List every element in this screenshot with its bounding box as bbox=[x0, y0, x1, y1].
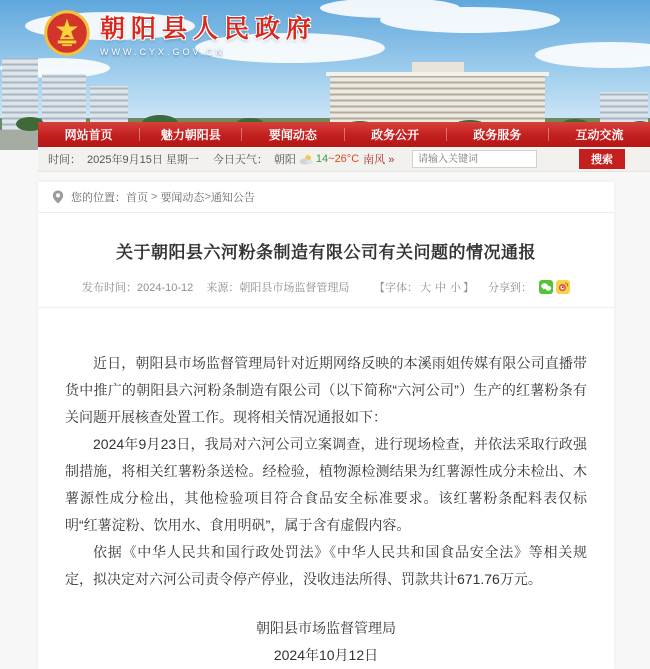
article-paragraph: 依据《中华人民共和国行政处罚法》《中华人民共和国食品安全法》等相关规定，拟决定对六河公司责令停产停业，没收违法所得、罚款共计671.76万元。 bbox=[65, 544, 587, 587]
search-button[interactable]: 搜索 bbox=[579, 149, 625, 169]
share-label: 分享到： bbox=[488, 282, 532, 294]
breadcrumb-section[interactable]: 要闻动态 bbox=[160, 192, 205, 204]
breadcrumb-label: 您的位置： bbox=[71, 192, 126, 204]
site-logo[interactable] bbox=[44, 9, 317, 57]
weather-label: 今日天气： bbox=[212, 154, 268, 166]
signature-date: 2024年10月12日 bbox=[273, 647, 379, 663]
wechat-share-icon[interactable] bbox=[539, 280, 553, 294]
meta-right bbox=[374, 279, 570, 295]
current-date: 2025年9月15日 星期一 bbox=[87, 154, 199, 166]
breadcrumb-separator: > bbox=[204, 191, 211, 203]
sun-cloud-icon bbox=[299, 154, 313, 165]
weibo-share-icon[interactable] bbox=[556, 280, 570, 294]
article-title: 关于朝阳县六河粉条制造有限公司有关问题的情况通报 bbox=[116, 243, 536, 262]
font-size-large[interactable]: 大 bbox=[420, 282, 431, 294]
site-banner bbox=[0, 0, 650, 172]
national-emblem-icon bbox=[44, 10, 90, 56]
location-pin-icon bbox=[52, 190, 64, 204]
nav-item-gov-service[interactable]: 政务服务 bbox=[473, 128, 522, 142]
search-input[interactable] bbox=[412, 150, 537, 168]
breadcrumb-home[interactable]: 首页 bbox=[126, 192, 148, 204]
search-box bbox=[412, 149, 625, 169]
signature-org: 朝阳县市场监督管理局 bbox=[256, 620, 396, 636]
temp-low: 14 bbox=[315, 153, 329, 165]
breadcrumb-separator: > bbox=[151, 191, 158, 203]
weather-city: 朝阳 bbox=[273, 154, 296, 166]
meta-left bbox=[82, 279, 359, 295]
breadcrumb-current[interactable]: 通知公告 bbox=[210, 192, 255, 204]
font-size-small[interactable]: 小 bbox=[450, 282, 461, 294]
article-source: 来源：朝阳县市场监督管理局 bbox=[206, 282, 350, 294]
time-label: 时间： bbox=[48, 154, 81, 166]
font-size-medium[interactable]: 中 bbox=[435, 282, 446, 294]
publish-date: 发布时间：2024-10-12 bbox=[82, 282, 194, 294]
nav-item-gov-open[interactable]: 政务公开 bbox=[371, 128, 420, 142]
logo-text bbox=[100, 9, 317, 57]
content-card bbox=[38, 182, 614, 669]
font-size-label: 【字体： bbox=[374, 282, 418, 294]
article-body bbox=[38, 308, 614, 593]
temp-high: ~26°C bbox=[328, 153, 360, 165]
breadcrumb bbox=[38, 182, 614, 213]
info-bar bbox=[38, 147, 650, 172]
nav-item-charm[interactable]: 魅力朝阳县 bbox=[160, 128, 221, 142]
wind-info[interactable]: 南风 » bbox=[363, 154, 395, 166]
main-nav bbox=[38, 122, 650, 147]
article-paragraph: 2024年9月23日，我局对六河公司立案调查，进行现场检查，并依法采取行政强制措施，将相关红薯粉条送检。经检验，植物源检测结果为红薯源性成分未检出、木薯源性成分检出，其他检验项目符合食品安全标准要求。该红薯粉条配料表仅标明“红薯淀粉、饮用水、食用明矾”，属于含有虚假内容。 bbox=[65, 436, 587, 533]
font-size-label-end: 】 bbox=[463, 282, 474, 294]
article-meta bbox=[38, 263, 614, 308]
nav-item-interaction[interactable]: 互动交流 bbox=[575, 128, 624, 142]
nav-item-home[interactable]: 网站首页 bbox=[64, 128, 113, 142]
article-signature bbox=[38, 615, 614, 669]
nav-item-news[interactable]: 要闻动态 bbox=[268, 128, 317, 142]
article-paragraph: 近日，朝阳县市场监督管理局针对近期网络反映的本溪雨姐传媒有限公司直播带货中推广的朝阳县六河粉条制造有限公司（以下简称“六河公司”）生产的红薯粉条有关问题开展核查处置工作。现将相关情况通报如下： bbox=[65, 355, 587, 425]
site-name: 朝阳县人民政府 bbox=[100, 15, 318, 43]
site-url: WWW.CYX.GOV.CN bbox=[100, 47, 226, 57]
